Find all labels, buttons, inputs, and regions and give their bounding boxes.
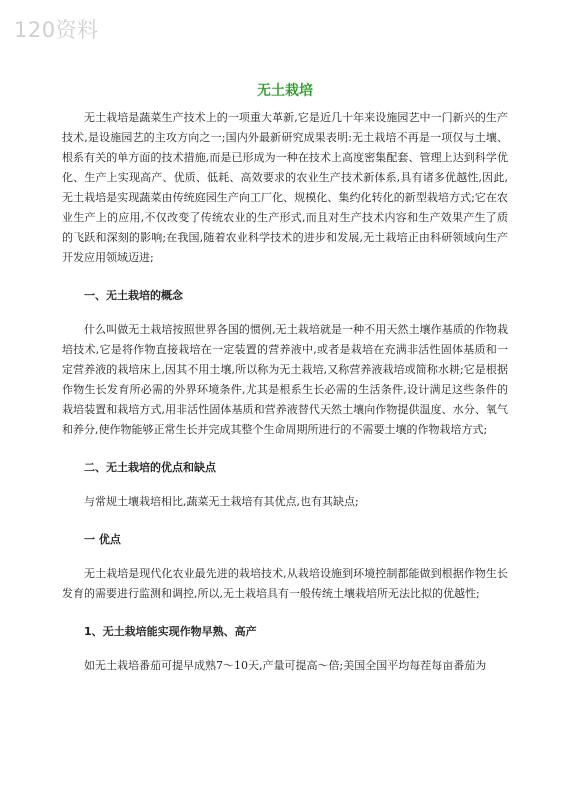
early-high-yield-paragraph: 如无土栽培番茄可提早成熟7～10天,产量可提高～倍;美国全国平均每茬每亩番茄为 — [84, 659, 487, 672]
watermark-text: 120资料 — [14, 18, 99, 42]
section-heading-pros-cons: 二、无土栽培的优点和缺点 — [84, 461, 216, 474]
pros-cons-paragraph: 与常规土壤栽培相比,蔬菜无土栽培有其优点,也有其缺点; — [84, 495, 359, 508]
intro-paragraph: 无土栽培是蔬菜生产技术上的一项重大革新,它是近几十年来设施园艺中一门新兴的生产技术,是设施园艺的主攻方向之一;国内外最新研究成果表明:无土栽培不再是一项仅与土壤、根系有关的单方面的技术措施,而是已形成为一种在技术上高度密集配套、管理上达到科学优化、生产上实现高产、优质、低耗、高效要求的农业生产技术新体系,具有诸多优越性,因此,无土栽培是实现蔬菜由传统庭园生产向工厂化、规模化、集约化转化的新型栽培方式;它在农业生产上的应用,不仅改变了传统农业的生产形式,而且对生产技术内容和生产效果产生了质的飞跃和深刻的影响;在我国,随着农业科学技术的进步和发展,无土栽培正由科研领域向生产开发应用领域迈进; — [62, 111, 508, 264]
point-heading-early-high-yield: 1、无土栽培能实现作物早熟、高产 — [84, 625, 257, 638]
concept-paragraph: 什么叫做无土栽培按照世界各国的惯例,无土栽培就是一种不用天然土壤作基质的作物栽培技术,它是将作物直接栽培在一定装置的营养液中,或者是栽培在充满非活性固体基质和一定营养液的栽培床上,因其不用土壤,所以称为无土栽培,又称营养液栽培或简称水耕;它是根据作物生长发育所必需的外界环境条件,尤其是根系生长必需的生活条件,设计满足这些条件的栽培装置和栽培方式,用非活性固体基质和营养液替代天然土壤向作物提供温度、水分、氧气和养分,使作物能够正常生长并完成其整个生命周期所进行的不需要土壤的作物栽培方式; — [62, 323, 508, 436]
advantages-paragraph: 无土栽培是现代化农业最先进的栽培技术,从栽培设施到环境控制都能做到根据作物生长发育的需要进行监测和调控,所以,无土栽培具有一般传统土壤栽培所无法比拟的优越性; — [62, 567, 508, 600]
document-page — [62, 80, 508, 676]
section-heading-concept: 一、无土栽培的概念 — [84, 289, 183, 302]
document-title: 无土栽培 — [257, 83, 313, 99]
subsection-heading-advantages: 一 优点 — [84, 533, 121, 546]
